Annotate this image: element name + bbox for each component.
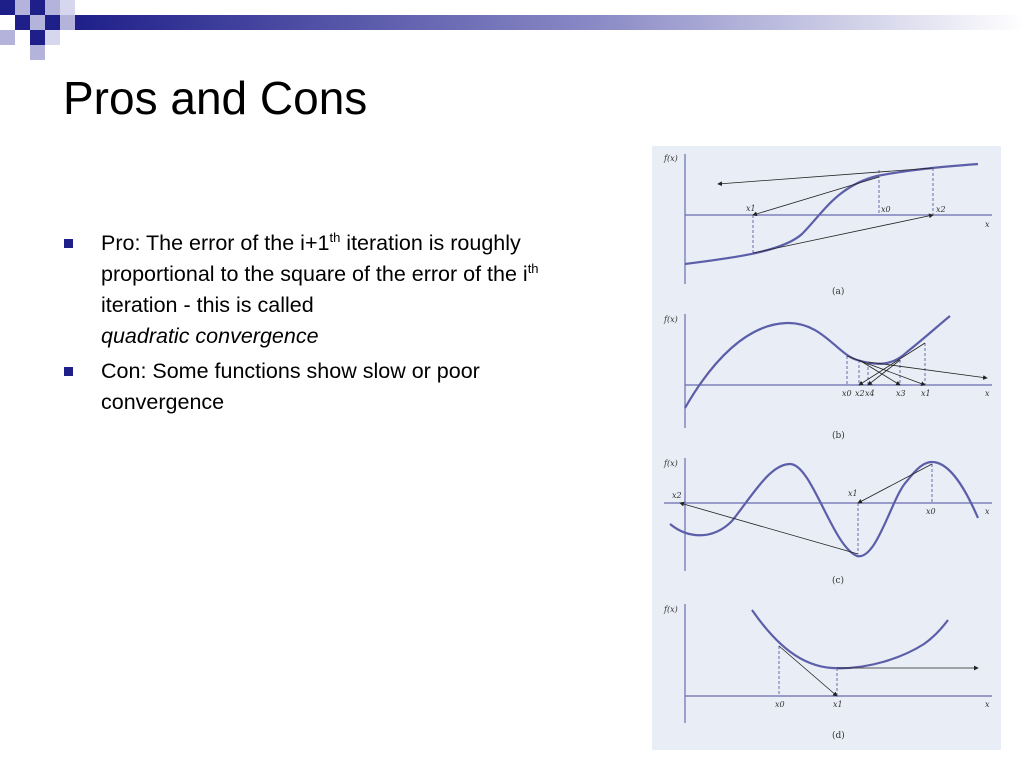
point-label-d-2: x1	[833, 700, 843, 709]
point-label-a-3: x2	[936, 205, 946, 214]
caption-b: (b)	[832, 431, 845, 441]
point-label-b-5: x1	[921, 389, 931, 398]
newton-method-diagram	[652, 146, 1001, 750]
bullet-item-pro	[64, 228, 584, 352]
square-bullet-icon	[64, 239, 73, 248]
x-label-b: x	[985, 389, 990, 398]
bullet-item-con	[64, 356, 584, 418]
con-text: Con: Some functions show slow or poor convergence	[101, 359, 480, 414]
pro-superscript-1: th	[329, 229, 341, 245]
y-label-d: f(x)	[664, 605, 678, 614]
caption-d: (d)	[832, 731, 845, 741]
x-label-c: x	[985, 507, 990, 516]
panel-b	[663, 314, 992, 441]
pro-text-start: Pro: The error of the i+1	[101, 231, 330, 255]
curve-d	[752, 610, 948, 668]
y-label-b: f(x)	[664, 315, 678, 324]
pro-text-middle: iteration is roughly proportional to the square of the error of the i	[101, 231, 528, 286]
point-label-b-3: x4	[865, 389, 875, 398]
caption-a: (a)	[832, 287, 845, 297]
point-label-b-4: x3	[896, 389, 906, 398]
y-label-c: f(x)	[664, 459, 678, 468]
point-label-a-1: x1	[746, 204, 756, 213]
header-gradient-bar	[0, 0, 1024, 60]
point-label-c-1: x2	[672, 491, 682, 500]
y-label-a: f(x)	[664, 154, 678, 163]
pro-superscript-2: th	[527, 260, 539, 276]
header-decoration	[0, 0, 1024, 60]
curve-b	[685, 316, 950, 408]
x-label-a: x	[985, 220, 990, 229]
point-label-c-2: x1	[848, 489, 858, 498]
curve-a	[685, 164, 978, 264]
point-label-b-1: x0	[842, 389, 852, 398]
caption-c: (c)	[832, 576, 845, 586]
panel-c	[663, 458, 992, 586]
newton-method-figure	[652, 146, 1001, 750]
point-label-b-2: x2	[855, 389, 865, 398]
x-label-d: x	[985, 700, 990, 709]
bullet-list	[64, 228, 584, 422]
panel-d	[663, 604, 992, 741]
square-bullet-icon	[64, 367, 73, 376]
point-label-d-1: x0	[775, 700, 785, 709]
panel-a	[663, 154, 992, 297]
pro-text-end: iteration - this is called	[101, 293, 314, 317]
point-label-c-3: x0	[926, 507, 936, 516]
point-label-a-2: x0	[881, 205, 891, 214]
pro-italic-term: quadratic convergence	[101, 324, 319, 348]
slide-title: Pros and Cons	[63, 72, 368, 124]
